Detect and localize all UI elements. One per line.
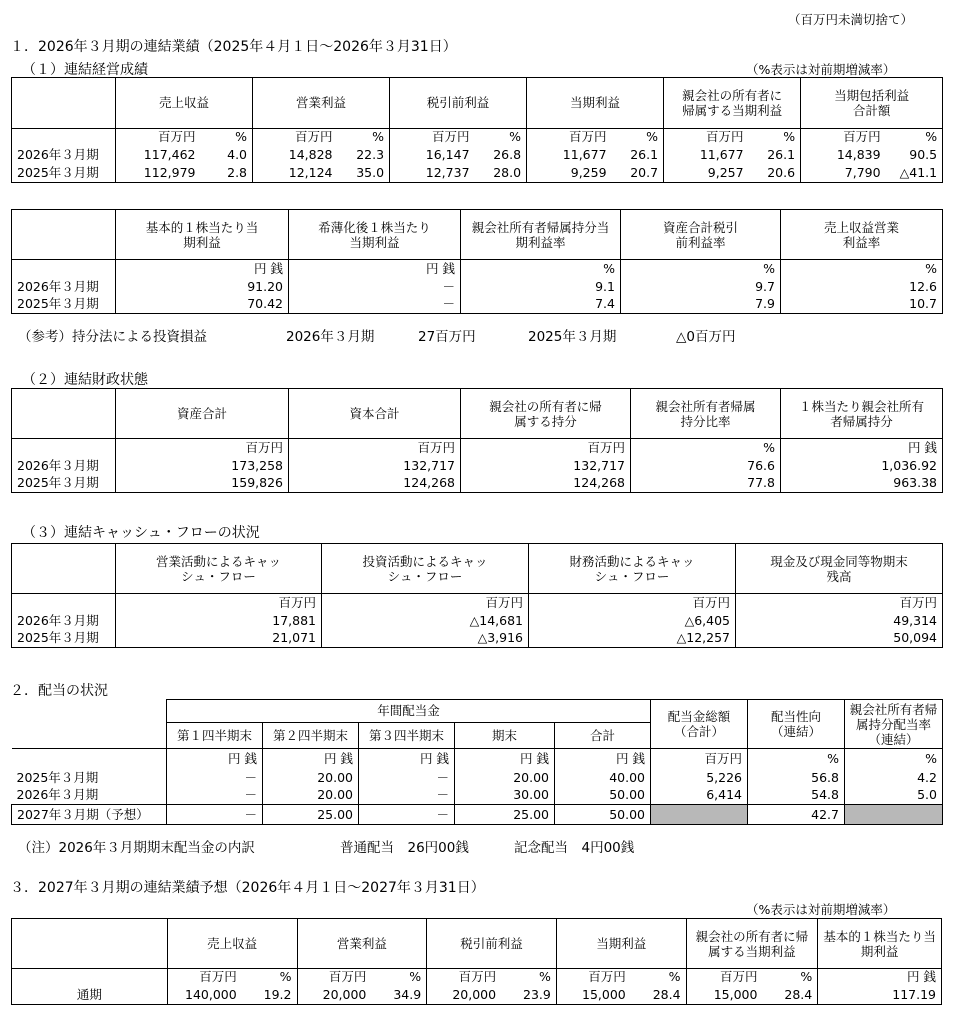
cell: 20,000 xyxy=(297,986,371,1005)
cell: 19.2 xyxy=(242,986,297,1005)
row-label: 2026年３月期 xyxy=(12,146,116,164)
header-doe: 親会社所有者帰属持分配当率（連結） xyxy=(845,700,943,749)
unit: 円 銭 xyxy=(455,749,555,769)
cell: 25.00 xyxy=(263,805,359,825)
unit-amount: 百万円 xyxy=(556,969,630,986)
cell: 21,071 xyxy=(116,630,322,648)
cell: 30.00 xyxy=(455,787,555,805)
row-label: 2026年３月期 xyxy=(12,787,167,805)
cell: 117,462 xyxy=(116,146,201,164)
unit: 円 銭 xyxy=(781,439,943,457)
table-row xyxy=(12,630,943,648)
cell: 26.1 xyxy=(749,146,801,164)
unit-pct: % xyxy=(338,129,390,146)
cell: 15,000 xyxy=(686,986,762,1005)
dividend-note-label: （注）2026年３月期期末配当金の内訳 xyxy=(18,840,255,856)
cell: － xyxy=(359,769,455,787)
cell: － xyxy=(359,787,455,805)
dividends-table xyxy=(11,699,943,825)
unit-pct: % xyxy=(242,969,297,986)
header-op-margin: 売上収益営業利益率 xyxy=(781,210,943,260)
shaded-cell xyxy=(651,805,748,825)
unit-amount: 百万円 xyxy=(253,129,338,146)
unit-pct: % xyxy=(749,129,801,146)
header-revenue: 売上収益 xyxy=(167,919,297,969)
table-row xyxy=(12,612,943,630)
header-total: 合計 xyxy=(555,723,651,749)
cell: 26.1 xyxy=(612,146,664,164)
table-row xyxy=(12,296,943,314)
cell: 9,259 xyxy=(527,164,612,183)
unit-row-label xyxy=(12,594,116,612)
header-roa: 資産合計税引前利益率 xyxy=(621,210,781,260)
header-profit: 当期利益 xyxy=(527,78,664,129)
cell: 4.2 xyxy=(845,769,943,787)
row-label: 2025年３月期 xyxy=(12,296,116,314)
unit: % xyxy=(461,260,621,278)
cell: △3,916 xyxy=(322,630,529,648)
table-row xyxy=(12,164,943,183)
cell: 124,268 xyxy=(461,475,631,493)
cell: 12.6 xyxy=(781,278,943,296)
cell: － xyxy=(359,805,455,825)
header-profit: 当期利益 xyxy=(556,919,686,969)
unit-amount: 百万円 xyxy=(427,969,501,986)
unit: % xyxy=(621,260,781,278)
header-financing-cf: 財務活動によるキャッシュ・フロー xyxy=(529,544,736,594)
unit-amount: 百万円 xyxy=(390,129,475,146)
cell: 173,258 xyxy=(116,457,289,475)
cell: － xyxy=(289,296,461,314)
unit: 百万円 xyxy=(529,594,736,612)
unit: 円 銭 xyxy=(167,749,263,769)
cell: 117.19 xyxy=(818,986,942,1005)
unit: % xyxy=(748,749,845,769)
unit-pct: % xyxy=(501,969,556,986)
unit: 百万円 xyxy=(116,594,322,612)
unit-row-label xyxy=(12,749,167,769)
header-q1: 第１四半期末 xyxy=(167,723,263,749)
cell: 5,226 xyxy=(651,769,748,787)
unit: % xyxy=(845,749,943,769)
header-basic-eps: 基本的１株当たり当期利益 xyxy=(818,919,942,969)
header-profit-before-tax: 税引前利益 xyxy=(427,919,557,969)
unit-pct: % xyxy=(886,129,943,146)
cell: 124,268 xyxy=(289,475,461,493)
header-annual-dividend: 年間配当金 xyxy=(167,700,651,723)
header-total-assets: 資産合計 xyxy=(116,389,289,439)
cell: 23.9 xyxy=(501,986,556,1005)
header-basic-eps: 基本的１株当たり当期利益 xyxy=(116,210,289,260)
dividend-note-commemorative: 記念配当 4円00銭 xyxy=(514,840,635,856)
cell: 42.7 xyxy=(748,805,845,825)
cell: 9.1 xyxy=(461,278,621,296)
cell: 14,839 xyxy=(801,146,886,164)
header-investing-cf: 投資活動によるキャッシュ・フロー xyxy=(322,544,529,594)
header-revenue: 売上収益 xyxy=(116,78,253,129)
cell: 50.00 xyxy=(555,787,651,805)
section-3-title: ３．2027年３月期の連結業績予想（2026年４月１日～2027年３月31日） xyxy=(10,880,485,896)
unit: 円 銭 xyxy=(555,749,651,769)
table-row xyxy=(12,986,942,1005)
cell: 49,314 xyxy=(736,612,943,630)
cell: 12,737 xyxy=(390,164,475,183)
row-label: 2025年３月期 xyxy=(12,630,116,648)
corner-cell xyxy=(12,210,116,260)
header-total-dividends: 配当金総額（合計） xyxy=(651,700,748,749)
table-row xyxy=(12,457,943,475)
unit-pct: % xyxy=(762,969,817,986)
cell: － xyxy=(167,787,263,805)
cell: 40.00 xyxy=(555,769,651,787)
row-label: 2026年３月期 xyxy=(12,278,116,296)
table-row xyxy=(12,787,943,805)
equity-method-value-2: △0百万円 xyxy=(676,329,736,345)
header-operating-cf: 営業活動によるキャッシュ・フロー xyxy=(116,544,322,594)
section-1-2-title: （２）連結財政状態 xyxy=(22,372,148,388)
cash-flow-table xyxy=(11,543,943,648)
header-operating-profit: 営業利益 xyxy=(253,78,390,129)
shaded-cell xyxy=(845,805,943,825)
unit: 円 銭 xyxy=(359,749,455,769)
cell: △14,681 xyxy=(322,612,529,630)
financial-position-table xyxy=(11,388,943,493)
unit-amount: 百万円 xyxy=(527,129,612,146)
cell: 14,828 xyxy=(253,146,338,164)
cell: 77.8 xyxy=(631,475,781,493)
cell: 963.38 xyxy=(781,475,943,493)
table-row xyxy=(12,475,943,493)
unit-amount: 百万円 xyxy=(801,129,886,146)
cell: － xyxy=(167,769,263,787)
cell: 6,414 xyxy=(651,787,748,805)
unit-row-label xyxy=(12,969,168,986)
cell: 76.6 xyxy=(631,457,781,475)
corner-cell xyxy=(12,544,116,594)
corner-cell xyxy=(12,723,167,749)
cell: 70.42 xyxy=(116,296,289,314)
section-2-title: ２．配当の状況 xyxy=(10,683,108,699)
cell: 54.8 xyxy=(748,787,845,805)
header-equity-owners: 親会社の所有者に帰属する持分 xyxy=(461,389,631,439)
cell: 35.0 xyxy=(338,164,390,183)
section-1-1-title: （１）連結経営成績 xyxy=(22,62,148,78)
cell: 112,979 xyxy=(116,164,201,183)
unit: 百万円 xyxy=(116,439,289,457)
cell: 12,124 xyxy=(253,164,338,183)
header-q2: 第２四半期末 xyxy=(263,723,359,749)
unit-pct: % xyxy=(612,129,664,146)
cell: 26.8 xyxy=(475,146,527,164)
unit: 円 銭 xyxy=(263,749,359,769)
cell: 20.00 xyxy=(455,769,555,787)
corner-cell xyxy=(12,389,116,439)
section-3-note: （%表示は対前期増減率） xyxy=(746,902,896,917)
row-label: 2026年３月期 xyxy=(12,612,116,630)
per-share-table xyxy=(11,209,943,314)
header-payout-ratio: 配当性向（連結） xyxy=(748,700,845,749)
header-profit-owners: 親会社の所有者に帰属する当期利益 xyxy=(664,78,801,129)
cell: 2.8 xyxy=(201,164,253,183)
table-row xyxy=(12,769,943,787)
unit-amount: 百万円 xyxy=(686,969,762,986)
cell: △41.1 xyxy=(886,164,943,183)
unit-amount: 百万円 xyxy=(116,129,201,146)
table-row xyxy=(12,146,943,164)
forecast-table xyxy=(11,918,942,1005)
cell: 7,790 xyxy=(801,164,886,183)
dividend-note-ordinary: 普通配当 26円00銭 xyxy=(340,840,469,856)
cell: 132,717 xyxy=(461,457,631,475)
cell: － xyxy=(289,278,461,296)
equity-method-value-1: 27百万円 xyxy=(418,329,476,345)
unit-pct: % xyxy=(201,129,253,146)
unit: % xyxy=(631,439,781,457)
cell: 20.00 xyxy=(263,769,359,787)
unit: 百万円 xyxy=(651,749,748,769)
cell: 7.4 xyxy=(461,296,621,314)
row-label: 2025年３月期 xyxy=(12,164,116,183)
unit-row-label xyxy=(12,129,116,146)
cell: 28.4 xyxy=(631,986,686,1005)
cell: 9.7 xyxy=(621,278,781,296)
cell: 91.20 xyxy=(116,278,289,296)
unit-row-label xyxy=(12,260,116,278)
unit: % xyxy=(781,260,943,278)
section-1-title: １．2026年３月期の連結業績（2025年４月１日～2026年３月31日） xyxy=(10,39,457,55)
table-row xyxy=(12,278,943,296)
unit: 百万円 xyxy=(736,594,943,612)
unit: 円 銭 xyxy=(289,260,461,278)
header-roe: 親会社所有者帰属持分当期利益率 xyxy=(461,210,621,260)
section-1-3-title: （３）連結キャッシュ・フローの状況 xyxy=(22,525,260,541)
header-total-equity: 資本合計 xyxy=(289,389,461,439)
cell: － xyxy=(167,805,263,825)
header-comprehensive-income: 当期包括利益合計額 xyxy=(801,78,943,129)
row-label: 2025年３月期 xyxy=(12,475,116,493)
unit-pct: % xyxy=(475,129,527,146)
cell: 4.0 xyxy=(201,146,253,164)
header-q3: 第３四半期末 xyxy=(359,723,455,749)
cell: 20,000 xyxy=(427,986,501,1005)
section-1-1-note: （%表示は対前期増減率） xyxy=(746,62,896,77)
cell: 11,677 xyxy=(527,146,612,164)
row-label: 通期 xyxy=(12,986,168,1005)
header-profit-before-tax: 税引前利益 xyxy=(390,78,527,129)
header-bps: １株当たり親会社所有者帰属持分 xyxy=(781,389,943,439)
cell: △6,405 xyxy=(529,612,736,630)
cell: 15,000 xyxy=(556,986,630,1005)
unit: 百万円 xyxy=(289,439,461,457)
cell: 20.6 xyxy=(749,164,801,183)
cell: 140,000 xyxy=(167,986,241,1005)
header-cash-end: 現金及び現金同等物期末残高 xyxy=(736,544,943,594)
cell: 132,717 xyxy=(289,457,461,475)
cell: △12,257 xyxy=(529,630,736,648)
cell: 11,677 xyxy=(664,146,749,164)
equity-method-period-1: 2026年３月期 xyxy=(286,329,375,345)
unit-amount: 百万円 xyxy=(664,129,749,146)
header-operating-profit: 営業利益 xyxy=(297,919,427,969)
cell: 22.3 xyxy=(338,146,390,164)
cell: 28.4 xyxy=(762,986,817,1005)
cell: 90.5 xyxy=(886,146,943,164)
cell: 17,881 xyxy=(116,612,322,630)
cell: 25.00 xyxy=(455,805,555,825)
unit-eps: 円 銭 xyxy=(818,969,942,986)
unit: 円 銭 xyxy=(116,260,289,278)
header-year-end: 期末 xyxy=(455,723,555,749)
cell: 1,036.92 xyxy=(781,457,943,475)
header-diluted-eps: 希薄化後１株当たり当期利益 xyxy=(289,210,461,260)
cell: 10.7 xyxy=(781,296,943,314)
cell: 7.9 xyxy=(621,296,781,314)
unit: 百万円 xyxy=(461,439,631,457)
corner-cell xyxy=(12,919,168,969)
corner-cell xyxy=(12,700,167,723)
unit-note: （百万円未満切捨て） xyxy=(788,12,914,27)
row-label: 2025年３月期 xyxy=(12,769,167,787)
unit-amount: 百万円 xyxy=(167,969,241,986)
row-label: 2026年３月期 xyxy=(12,457,116,475)
row-label: 2027年３月期（予想） xyxy=(12,805,167,825)
cell: 28.0 xyxy=(475,164,527,183)
cell: 20.00 xyxy=(263,787,359,805)
table-row xyxy=(12,805,943,825)
cell: 9,257 xyxy=(664,164,749,183)
cell: 159,826 xyxy=(116,475,289,493)
corner-cell xyxy=(12,78,116,129)
unit: 百万円 xyxy=(322,594,529,612)
cell: 50.00 xyxy=(555,805,651,825)
header-profit-owners: 親会社の所有者に帰属する当期利益 xyxy=(686,919,818,969)
cell: 34.9 xyxy=(371,986,426,1005)
cell: 56.8 xyxy=(748,769,845,787)
equity-method-label: （参考）持分法による投資損益 xyxy=(18,329,207,345)
unit-row-label xyxy=(12,439,116,457)
cell: 5.0 xyxy=(845,787,943,805)
cell: 50,094 xyxy=(736,630,943,648)
unit-pct: % xyxy=(371,969,426,986)
header-equity-ratio: 親会社所有者帰属持分比率 xyxy=(631,389,781,439)
unit-pct: % xyxy=(631,969,686,986)
cell: 20.7 xyxy=(612,164,664,183)
cell: 16,147 xyxy=(390,146,475,164)
unit-amount: 百万円 xyxy=(297,969,371,986)
operating-results-table xyxy=(11,77,943,183)
equity-method-period-2: 2025年３月期 xyxy=(528,329,617,345)
